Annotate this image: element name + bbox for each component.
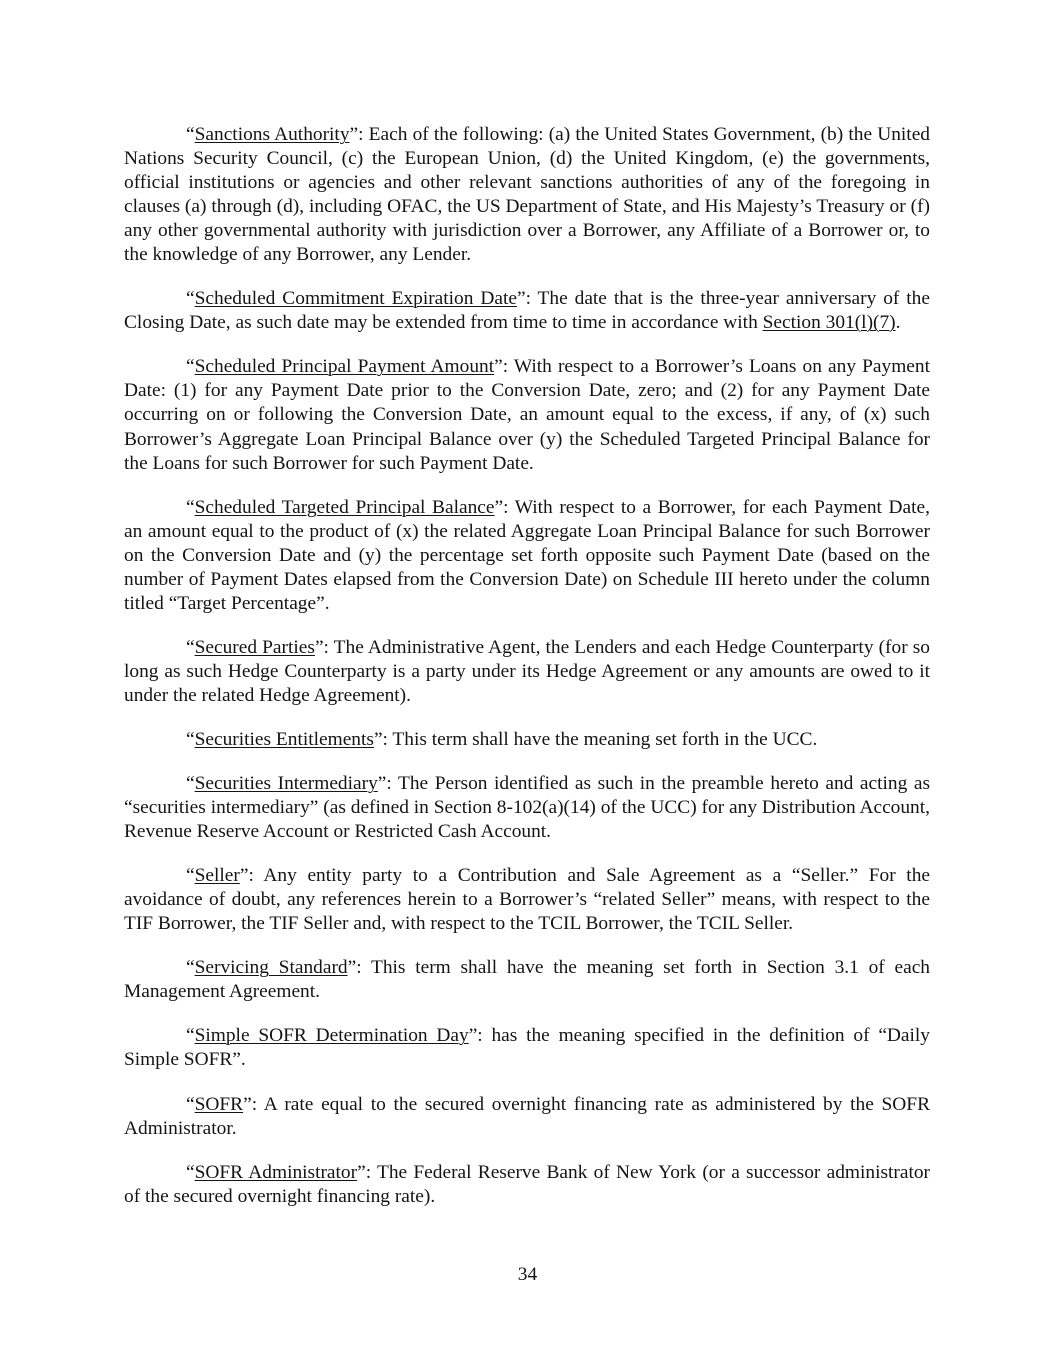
defined-term: Seller — [194, 865, 240, 887]
defined-term: Simple SOFR Determination Day — [194, 1025, 469, 1047]
definition-text: ”: The Person identified as such in the preamble hereto and acting as “securities intermediary” (as defined in Section 8-102(a)(14) of the UCC) for any Distribution Account, Revenue Reserve Account or Restricted Cash Account. — [124, 773, 930, 843]
definition-text: ”: has the meaning specified in the definition of “Daily Simple SOFR”. — [124, 1025, 931, 1071]
defined-term: SOFR Administrator — [194, 1161, 358, 1183]
definition-tail: . — [895, 312, 901, 334]
definition-securities-intermediary — [124, 772, 930, 844]
open-quote: “ — [186, 773, 195, 795]
open-quote: “ — [186, 1025, 195, 1047]
defined-term: Servicing Standard — [194, 957, 348, 979]
definition-text: ”: This term shall have the meaning set forth in the UCC. — [373, 728, 818, 750]
defined-term: Scheduled Principal Payment Amount — [194, 356, 495, 378]
definition-text: ”: This term shall have the meaning set forth in Section 3.1 of each Management Agreement. — [124, 957, 930, 1003]
definition-text: ”: The Federal Reserve Bank of New York (or a successor administrator of the secured overnight financing rate). — [124, 1161, 930, 1207]
definition-text: ”: Each of the following: (a) the United States Government, (b) the United Nations Security Council, (c) the European Union, (d) the United Kingdom, (e) the governments, official institutions or agencies and other relevant sanctions authorities of any of the foregoing in clauses (a) through (d), including OFAC, the US Department of State, and His Majesty’s Treasury or (f) any other governmental authority with jurisdiction over a Borrower, any Affiliate of a Borrower or, to the knowledge of any Borrower, any Lender. — [124, 124, 930, 266]
open-quote: “ — [186, 288, 195, 310]
definition-securities-entitlements — [124, 728, 930, 752]
definition-text: ”: The date that is the three-year anniversary of the Closing Date, as such date may be extended from time to time in accordance with — [124, 288, 930, 334]
defined-term: Scheduled Targeted Principal Balance — [194, 496, 495, 518]
open-quote: “ — [186, 636, 195, 658]
definition-seller — [124, 864, 930, 936]
definition-text: ”: The Administrative Agent, the Lenders and each Hedge Counterparty (for so long as such Hedge Counterparty is a party under its Hedge Agreement or any amounts are owed to it under the related Hedge Agreement). — [124, 636, 931, 706]
open-quote: “ — [186, 957, 195, 979]
definition-secured-parties — [124, 636, 930, 708]
defined-term: SOFR — [194, 1093, 244, 1115]
definition-scheduled-principal-payment-amount — [124, 355, 930, 475]
open-quote: “ — [186, 124, 195, 145]
open-quote: “ — [186, 356, 195, 378]
definition-sofr-administrator — [124, 1161, 930, 1209]
definition-scheduled-targeted-principal-balance — [124, 496, 930, 616]
open-quote: “ — [186, 865, 195, 887]
document-page — [124, 123, 930, 1229]
definition-scheduled-commitment-expiration-date — [124, 287, 930, 335]
definition-text: ”: A rate equal to the secured overnight financing rate as administered by the SOFR Administrator. — [124, 1093, 930, 1139]
definition-servicing-standard — [124, 956, 930, 1004]
open-quote: “ — [186, 1093, 195, 1115]
definition-sofr — [124, 1093, 930, 1141]
definition-sanctions-authority — [124, 123, 930, 267]
definition-text: ”: Any entity party to a Contribution and Sale Agreement as a “Seller.” For the avoidance of doubt, any references herein to a Borrower’s “related Seller” means, with respect to the TIF Borrower, the TIF Seller and, with respect to the TCIL Borrower, the TCIL Seller. — [124, 865, 930, 935]
defined-term: Securities Entitlements — [194, 728, 374, 750]
section-reference: Section 301(l)(7) — [762, 312, 896, 334]
defined-term: Scheduled Commitment Expiration Date — [194, 288, 517, 310]
open-quote: “ — [186, 728, 195, 750]
definition-text: ”: With respect to a Borrower’s Loans on any Payment Date: (1) for any Payment Date prior to the Conversion Date, zero; and (2) for any Payment Date occurring on or following the Conversion Date, an amount equal to the excess, if any, of (x) such Borrower’s Aggregate Loan Principal Balance over (y) the Scheduled Targeted Principal Balance for the Loans for such Borrower for such Payment Date. — [124, 356, 930, 474]
defined-term: Secured Parties — [194, 636, 315, 658]
defined-term: Securities Intermediary — [194, 773, 378, 795]
page-number: 34 — [517, 1264, 538, 1285]
open-quote: “ — [186, 1161, 195, 1183]
defined-term: Sanctions Authority — [194, 124, 350, 145]
open-quote: “ — [186, 496, 195, 518]
definition-text: ”: With respect to a Borrower, for each Payment Date, an amount equal to the product of (x) the related Aggregate Loan Principal Balance for such Borrower on the Conversion Date and (y) the percentage set forth opposite such Payment Date (based on the number of Payment Dates elapsed from the Conversion Date) on Schedule III hereto under the column titled “Target Percentage”. — [124, 496, 931, 614]
definition-simple-sofr-determination-day — [124, 1024, 930, 1072]
